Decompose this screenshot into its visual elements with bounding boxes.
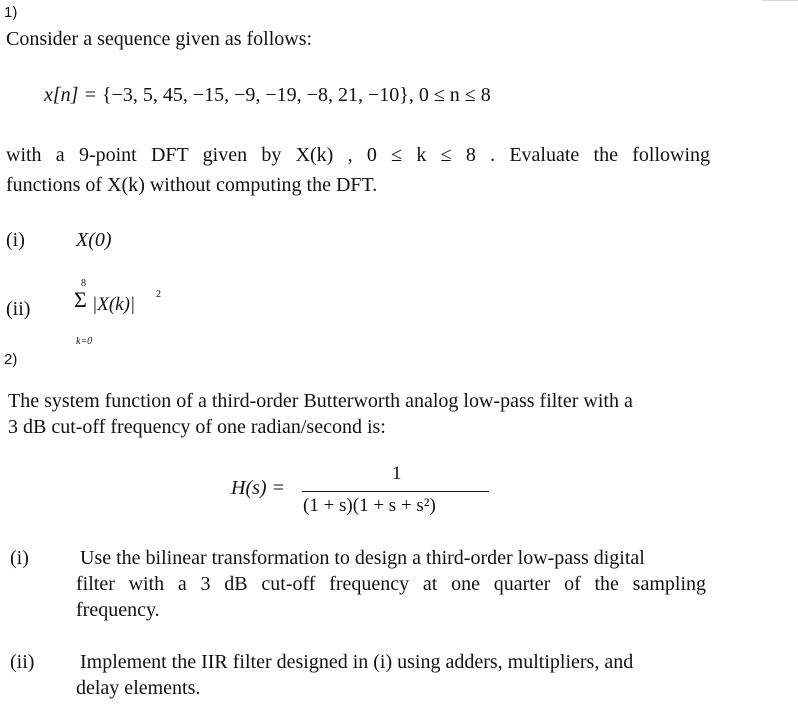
question-2-number: 2) bbox=[4, 351, 18, 368]
sum-upper-limit: 8 bbox=[81, 278, 86, 289]
sum-body: |X(k)| bbox=[92, 294, 136, 315]
fraction-bar bbox=[302, 491, 489, 492]
question-1-number: 1) bbox=[4, 4, 18, 21]
transfer-function-numerator: 1 bbox=[392, 463, 402, 484]
q2-item-i-line-2: filter with a 3 dB cut-off frequency at one quarter of the sampling bbox=[76, 573, 706, 595]
q2-item-i-line-3: frequency. bbox=[76, 599, 160, 621]
q2-item-ii-line-2: delay elements. bbox=[76, 677, 201, 699]
top-edge-line bbox=[762, 0, 798, 1]
sum-expression bbox=[72, 278, 192, 348]
sequence-values: {−3, 5, 45, −15, −9, −19, −8, 21, −10} bbox=[101, 84, 409, 106]
question-1-line-1: with a 9-point DFT given by X(k) , 0 ≤ k ≤ 8 . Evaluate the following bbox=[6, 144, 710, 166]
transfer-function-lhs bbox=[231, 477, 285, 500]
question-2-line-2: 3 dB cut-off frequency of one radian/second is: bbox=[8, 416, 386, 438]
q1-item-i-expression: X(0) bbox=[76, 229, 112, 251]
q1-item-ii-label: (ii) bbox=[6, 298, 31, 320]
sequence-range: , 0 ≤ n ≤ 8 bbox=[408, 84, 491, 106]
q2-item-i-line-1: Use the bilinear transformation to design a third-order low-pass digital bbox=[80, 547, 645, 569]
question-2-line-1: The system function of a third-order Butterworth analog low-pass filter with a bbox=[8, 390, 633, 412]
q2-item-i-label: (i) bbox=[10, 547, 29, 569]
question-1-intro: Consider a sequence given as follows: bbox=[6, 28, 313, 50]
q2-item-ii-label: (ii) bbox=[10, 651, 35, 673]
sum-power: 2 bbox=[156, 289, 161, 300]
q1-item-i-label: (i) bbox=[6, 229, 25, 251]
q2-item-ii-line-1: Implement the IIR filter designed in (i) using adders, multipliers, and bbox=[80, 651, 634, 673]
transfer-function-lhs-text: H(s) = bbox=[231, 477, 286, 499]
sequence-definition bbox=[44, 81, 491, 109]
sequence-lhs: x[n] = bbox=[44, 84, 102, 106]
sum-symbol: Σ bbox=[74, 287, 87, 312]
question-1-line-2: functions of X(k) without computing the DFT. bbox=[6, 174, 378, 196]
sum-lower-limit: k=0 bbox=[76, 336, 93, 347]
transfer-function-denominator: (1 + s)(1 + s + s²) bbox=[303, 495, 436, 516]
